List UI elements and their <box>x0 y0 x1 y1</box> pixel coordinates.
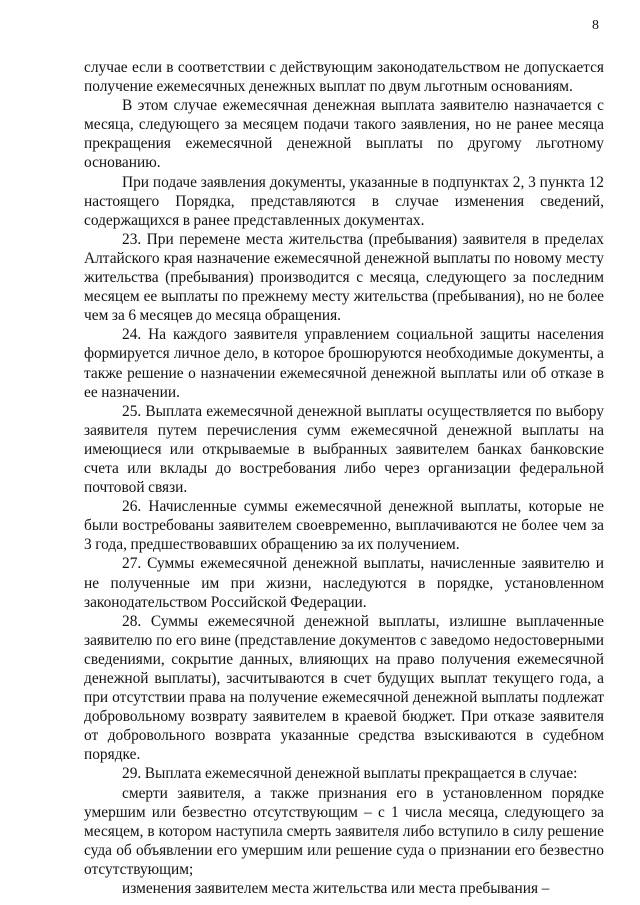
paragraph-item-28: 28. Суммы ежемесячной денежной выплаты, излишне выплаченные заявителю по его вине (представление документов с заведомо недостоверными сведениями, сокрытие данных, влияющих на право получения ежемесячной денежной выплаты), засчитываются в счет будущих выплат текущего года, а при отсутствии права на получение ежемесячной денежной выплаты подлежат добровольному возврату заявителем в краевой бюджет. При отказе заявителя от добровольного возврата указанные средства взыскиваются в судебном порядке. <box>84 612 604 764</box>
paragraph-continuation: случае если в соответствии с действующим законодательством не допускается получение ежемесячных денежных выплат по двум льготным основаниям. <box>84 59 604 96</box>
page-number: 8 <box>592 18 599 33</box>
paragraph-item-23: 23. При перемене места жительства (пребывания) заявителя в пределах Алтайского края назначение ежемесячной денежной выплаты по новому месту жительства (пребывания) производится с месяца, следующего за последним месяцем ее выплаты по прежнему месту жительства (пребывания), но не более чем за 6 месяцев до месяца обращения. <box>84 230 604 325</box>
paragraph-item-26: 26. Начисленные суммы ежемесячной денежной выплаты, которые не были востребованы заявителем своевременно, выплачиваются не более чем за 3 года, предшествовавших обращению за их получением. <box>84 498 604 554</box>
paragraph-item-24: 24. На каждого заявителя управлением социальной защиты населения формируется личное дело, в которое брошюруются необходимые документы, а также решение о назначении ежемесячной денежной выплаты или об отказе в ее назначении. <box>84 326 604 401</box>
paragraph-residence-change: изменения заявителем места жительства или места пребывания – <box>122 880 550 898</box>
paragraph-item-29: 29. Выплата ежемесячной денежной выплаты прекращается в случае: <box>122 765 578 783</box>
paragraph-monthly-payment-start: В этом случае ежемесячная денежная выплата заявителю назначается с месяца, следующего за месяцем подачи такого заявления, но не ранее месяца прекращения ежемесячной денежной выплаты по другому льготному основанию. <box>84 97 604 172</box>
paragraph-item-27: 27. Суммы ежемесячной денежной выплаты, начисленные заявителю и не полученные им при жизни, наследуются в порядке, установленном законодательством Российской Федерации. <box>84 555 604 611</box>
paragraph-item-25: 25. Выплата ежемесячной денежной выплаты осуществляется по выбору заявителя путем перечисления сумм ежемесячной денежной выплаты на имеющиеся или открываемые в выбранных заявителем банках банковские счета или вклады до востребования либо через организации федеральной почтовой связи. <box>84 402 604 497</box>
paragraph-death-case: смерти заявителя, а также признания его в установленном порядке умершим или безвестно отсутствующим – с 1 числа месяца, следующего за месяцем, в котором наступила смерть заявителя либо вступило в силу решение суда об объявлении его умершим или решение суда о признании его безвестно отсутствующим; <box>84 784 604 878</box>
paragraph-documents-submission: При подаче заявления документы, указанные в подпунктах 2, 3 пункта 12 настоящего Порядка, представляются в случае изменения сведений, содержащихся в ранее представленных документах. <box>84 173 604 229</box>
